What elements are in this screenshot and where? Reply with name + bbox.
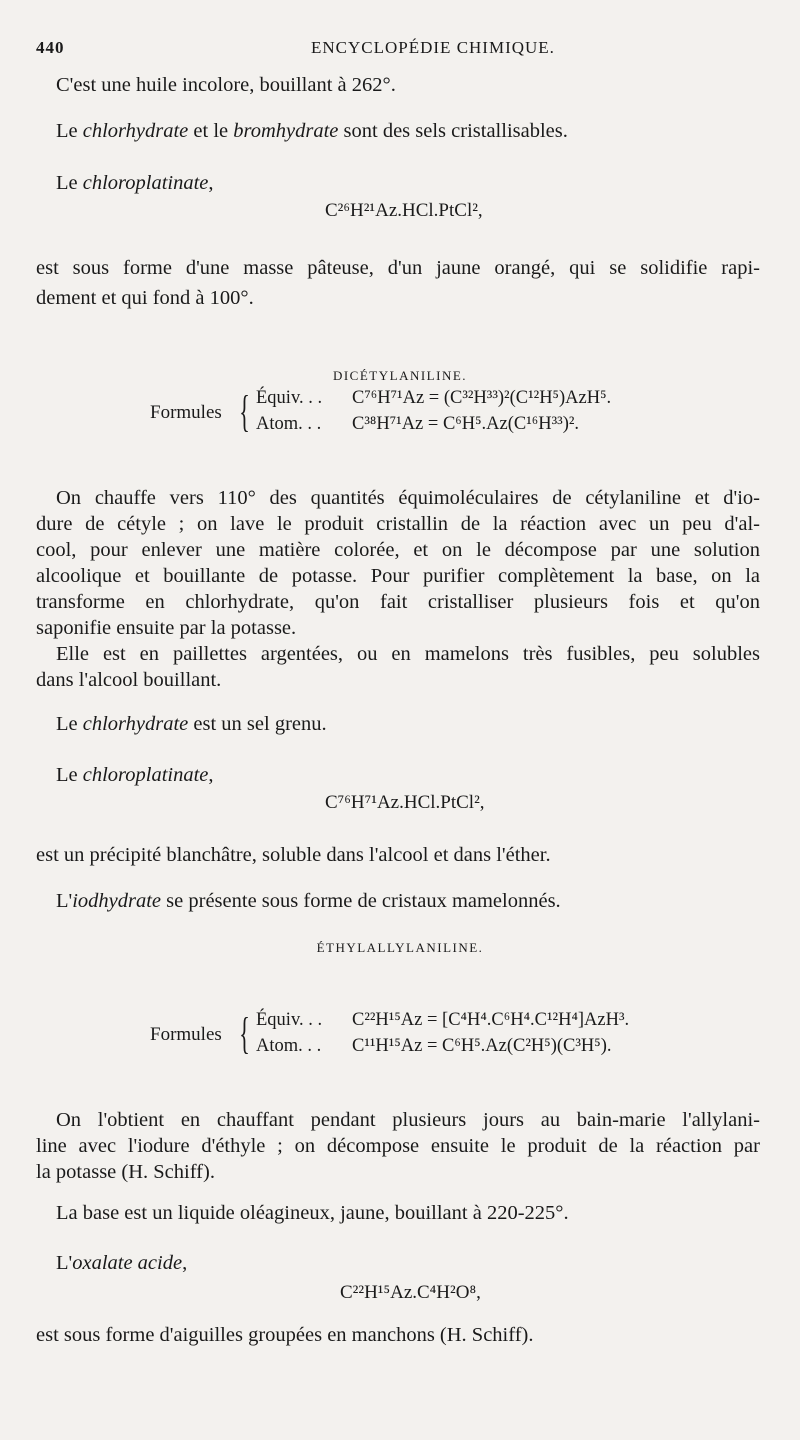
paragraph-oxalate-intro: L'oxalate acide, — [56, 1252, 188, 1274]
paragraph-prep-line-1: On chauffe vers 110° des quantités équimoléculaires de cétylaniline et d'io- — [56, 487, 760, 509]
paragraph-salts: Le chlorhydrate et le bromhydrate sont des sels cristallisables. — [56, 120, 568, 142]
paragraph-prep-line-2: dure de cétyle ; on lave le produit cristallin de la réaction avec un peu d'al- — [36, 513, 760, 535]
paragraph-obtain-line-2: line avec l'iodure d'éthyle ; on décompose ensuite le produit de la réaction par — [36, 1135, 760, 1157]
formula-row-equiv: Équiv. . . C²²H¹⁵Az = [C⁴H⁴.C⁶H⁴.C¹²H⁴]AzH³. — [256, 1010, 630, 1030]
paragraph-chloroplatinate-intro: Le chloroplatinate, — [56, 172, 214, 194]
formula-oxalate: C²²H¹⁵Az.C⁴H²O⁸, — [340, 1282, 481, 1303]
page-header — [36, 38, 760, 64]
paragraph-precipitate: est un précipité blanchâtre, soluble dans l'alcool et dans l'éther. — [36, 844, 551, 866]
formula-row-equiv: Équiv. . . C⁷⁶H⁷¹Az = (C³²H³³)²(C¹²H⁵)AzH⁵. — [256, 388, 612, 408]
running-title: ENCYCLOPÉDIE CHIMIQUE. — [311, 38, 555, 57]
paragraph-prep-line-4: alcoolique et bouillante de potasse. Pour purifier complètement la base, on la — [36, 565, 760, 587]
formula-label: Formules — [150, 402, 222, 423]
paragraph-paste-line-2: dement et qui fond à 100°. — [36, 287, 254, 309]
page-number: 440 — [36, 38, 65, 57]
paragraph-needles: est sous forme d'aiguilles groupées en manchons (H. Schiff). — [36, 1324, 534, 1346]
formula-row-atom: Atom. . . C¹¹H¹⁵Az = C⁶H⁵.Az(C²H⁵)(C³H⁵). — [256, 1036, 612, 1056]
paragraph-chloroplatinate-2-intro: Le chloroplatinate, — [56, 764, 214, 786]
formula-chloroplatinate-1: C²⁶H²¹Az.HCl.PtCl², — [325, 200, 483, 221]
formula-chloroplatinate-2: C⁷⁶H⁷¹Az.HCl.PtCl², — [325, 792, 485, 813]
paragraph-chlorhydrate: Le chlorhydrate est un sel grenu. — [56, 713, 327, 735]
formula-row-atom: Atom. . . C³⁸H⁷¹Az = C⁶H⁵.Az(C¹⁶H³³)². — [256, 414, 580, 434]
section-heading-dicetylaniline: DICÉTYLANILINE. — [332, 368, 468, 383]
brace-glyph: { — [239, 387, 250, 436]
formula-label: Formules — [150, 1024, 222, 1045]
paragraph-prep-line-5: transforme en chlorhydrate, qu'on fait cristalliser plusieurs fois et qu'on — [36, 591, 760, 613]
paragraph-obtain-line-3: la potasse (H. Schiff). — [36, 1161, 215, 1183]
paragraph-prep-line-6: saponifie ensuite par la potasse. — [36, 617, 297, 639]
paragraph-appearance-line-2: dans l'alcool bouillant. — [36, 669, 222, 691]
section-heading-ethylallylaniline: ÉTHYLALLYLANILINE. — [316, 940, 484, 955]
brace-glyph: { — [239, 1009, 250, 1058]
paragraph-appearance-line-1: Elle est en paillettes argentées, ou en mamelons très fusibles, peu solubles — [56, 643, 760, 665]
paragraph-paste-line-1: est sous forme d'une masse pâteuse, d'un jaune orangé, qui se solidifie rapi- — [36, 257, 760, 279]
paragraph-boiling-point: C'est une huile incolore, bouillant à 262°. — [56, 74, 396, 96]
paragraph-base-liquid: La base est un liquide oléagineux, jaune, bouillant à 220-225°. — [56, 1202, 569, 1224]
paragraph-obtain-line-1: On l'obtient en chauffant pendant plusieurs jours au bain-marie l'allylani- — [56, 1109, 760, 1131]
paragraph-prep-line-3: cool, pour enlever une matière colorée, et on le décompose par une solution — [36, 539, 760, 561]
paragraph-iodhydrate: L'iodhydrate se présente sous forme de cristaux mamelonnés. — [56, 890, 561, 912]
